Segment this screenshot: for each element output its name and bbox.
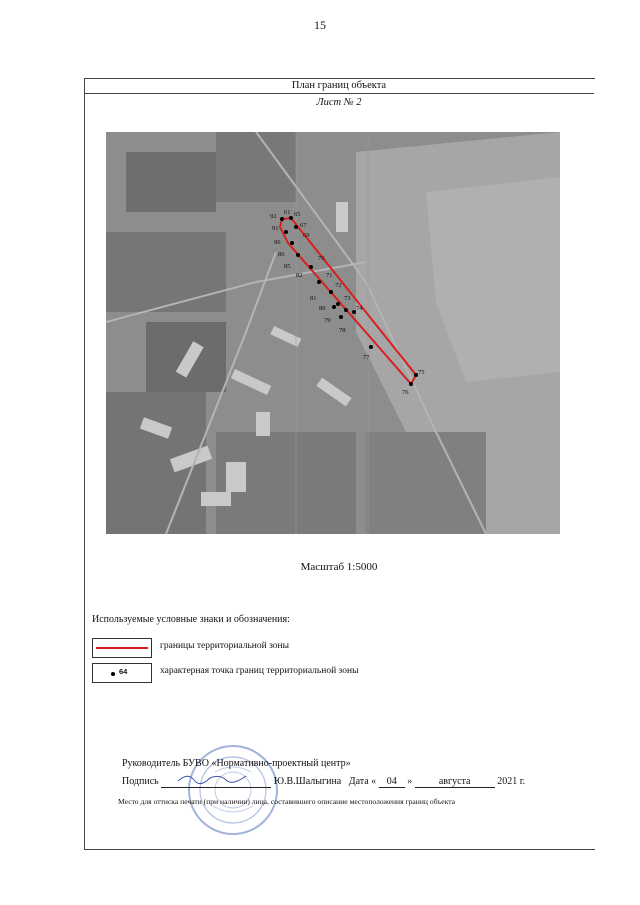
svg-text:77: 77 — [363, 354, 370, 361]
svg-text:78: 78 — [339, 327, 346, 334]
signatory-name: Ю.В.Шалыгина — [273, 776, 342, 787]
point-marker-icon — [111, 672, 115, 676]
svg-text:71: 71 — [326, 272, 333, 279]
svg-text:79: 79 — [324, 317, 331, 324]
svg-text:69: 69 — [303, 232, 310, 239]
svg-text:67: 67 — [300, 222, 307, 229]
date-month: августа — [415, 776, 495, 788]
legend-point-label: характерная точка границ территориальной зоны — [160, 666, 359, 676]
svg-text:65: 65 — [294, 211, 301, 218]
legend-point-number: 64 — [119, 667, 128, 676]
signature-label: Подпись — [122, 776, 159, 787]
legend-title: Используемые условные знаки и обозначения: — [92, 614, 290, 625]
svg-text:86: 86 — [278, 251, 285, 258]
sheet-number: Лист № 2 — [316, 97, 362, 108]
document-title: План границ объекта — [84, 79, 594, 94]
svg-text:80: 80 — [319, 305, 326, 312]
svg-text:75: 75 — [418, 369, 425, 376]
svg-text:73: 73 — [344, 295, 351, 302]
svg-text:74: 74 — [356, 305, 363, 312]
svg-text:85: 85 — [284, 263, 291, 270]
svg-text:81: 81 — [310, 295, 317, 302]
stamp-note: Место для оттиска печати (при наличии) лица, составившего описание местоположения границ объекта — [118, 797, 456, 806]
date-label: Дата « — [348, 776, 377, 787]
svg-text:61: 61 — [284, 209, 291, 216]
svg-text:72: 72 — [335, 282, 342, 289]
svg-text:76: 76 — [402, 389, 409, 396]
legend-point-swatch — [92, 663, 152, 683]
date-close-quote: » — [407, 776, 413, 787]
date-day: 04 — [379, 776, 405, 788]
legend-boundary-label: границы территориальной зоны — [160, 641, 290, 651]
svg-text:92: 92 — [270, 213, 277, 220]
signature-row — [122, 772, 525, 788]
legend-boundary-swatch — [92, 638, 152, 658]
svg-text:70: 70 — [318, 255, 325, 262]
svg-text:90: 90 — [274, 239, 281, 246]
map-scale: Масштаб 1:5000 — [300, 561, 378, 573]
satellite-map — [106, 132, 560, 534]
svg-text:82: 82 — [296, 272, 303, 279]
date-year: 2021 г. — [497, 776, 526, 787]
boundary-line-sample — [96, 647, 148, 649]
signature-line — [161, 772, 271, 788]
page-number: 15 — [314, 18, 326, 32]
seal-stamp — [185, 742, 281, 838]
svg-text:91: 91 — [272, 225, 279, 232]
handwritten-signature — [176, 772, 256, 784]
signatory-position: Руководитель БУВО «Нормативно-проектный центр» — [122, 758, 351, 769]
